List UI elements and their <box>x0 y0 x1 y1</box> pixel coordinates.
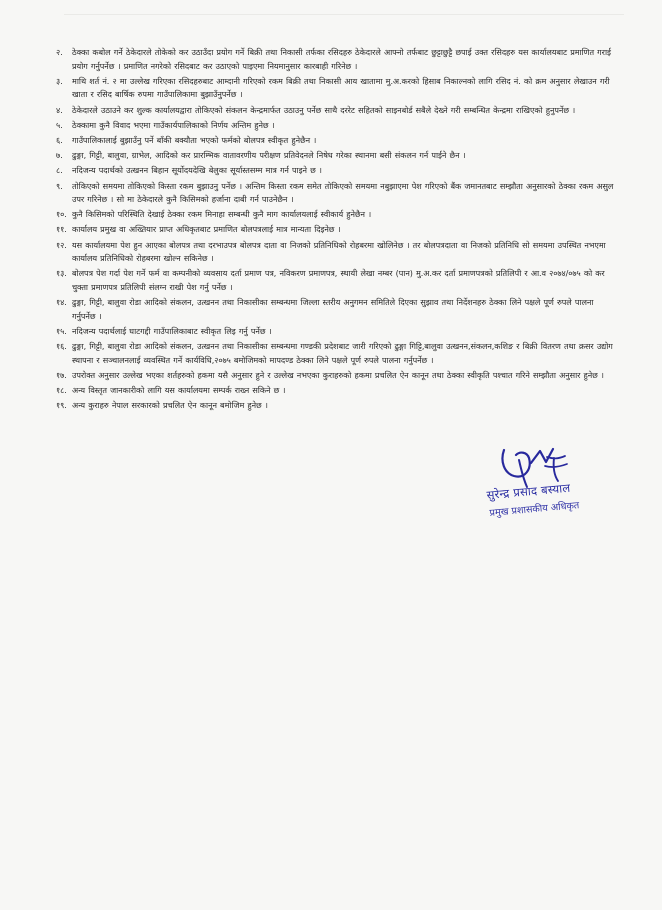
term-text: यस कार्यालयमा पेश हुन आएका बोलपत्र तथा दरभाउपत्र बोलपत्र दाता वा निजको प्रतिनिधिको रोहबरमा खोलिनेछ । तर बोलपत्रदाता वा निजको प्रतिनिधि सो समयमा उपस्थित नभएमा कार्यालय प्रतिनिधिको रोहबरमा खोल्न सकिनेछ । <box>72 239 606 264</box>
term-item <box>56 267 618 294</box>
term-text: अन्य विस्तृत जानकारीको लागि यस कार्यालयमा सम्पर्क राख्न सकिने छ । <box>72 385 286 396</box>
term-text: ढुङ्गा, गिट्टी, बालुवा रोडा आदिको संकलन, उत्खनन तथा निकासीका सम्बन्धमा जिल्ला स्तरीय अनुगमन समितिले दिएका सुझाव तथा निर्देशनहरु ठेक्का लिने पक्षले पूर्ण रुपले पालना गर्नुपर्नेछ । <box>72 297 594 321</box>
term-number: ६. <box>56 134 63 145</box>
term-text: ठेक्कामा कुनै विवाद भएमा गाउँकार्यपालिकाको निर्णय अन्तिम हुनेछ । <box>72 119 275 130</box>
term-number: १४. <box>56 297 67 308</box>
term-number: १५. <box>56 326 67 336</box>
term-item <box>56 399 618 413</box>
term-item <box>56 384 618 398</box>
term-item <box>56 239 618 266</box>
term-number: ४. <box>56 104 63 115</box>
term-item <box>56 208 618 222</box>
term-number: १७. <box>56 369 67 380</box>
term-text: तोकिएको समयमा तोकिएको किस्ता रकम बुझाउनु पर्नेछ । अन्तिम किस्ता रकम समेत तोकिएको समयमा नबुझाएमा पेश गरिएको बैंक जमानतबाट सम्झौता अनुसारको ठेक्का रकम असुल उपर गरिनेछ । सो मा ठेकेदारले कुनै किसिमको हर्जाना दाबी गर्न पाउनेछैन । <box>72 180 614 205</box>
term-number: १३. <box>56 268 67 279</box>
term-text: उपरोक्त अनुसार उल्लेख भएका शर्तहरुको हकमा यसै अनुसार हुने र उल्लेख नभएका कुराहरुको हकमा प्रचलित ऐन कानून तथा ठेक्का स्वीकृति पश्चात गरिने सम्झौता अनुसार हुनेछ । <box>72 369 604 380</box>
term-text: ढुङ्गा, गिट्टी, बालुवा, ग्राभेल, आदिको कर प्रारम्भिक वातावरणीय परीक्षण प्रतिवेदनले निषेध गरेका स्थानमा बसी संकलन गर्न पाईने छैन । <box>72 150 466 161</box>
term-number: ३. <box>56 75 63 86</box>
term-item <box>56 149 618 163</box>
term-text: कार्यालय प्रमुख वा अख्तियार प्राप्त अधिकृतबाट प्रमाणित बोलपत्रलाई मात्र मान्यता दिइनेछ । <box>72 224 341 235</box>
term-text: नदिजन्य पदार्थलाई घाटगद्दी गाउँपालिकाबाट स्वीकृत लिइ गर्नु पर्नेछ । <box>72 326 272 336</box>
term-text: ठेकेदारले उठाउने कर शुल्क कार्यालयद्वारा तोकिएको संकलन केन्द्रमार्फत उठाउनु पर्नेछ साथै दररेट सहितको साइनबोर्ड सबैले देख्ने गरी सम्बन्धित केन्द्रमा राखिएको हुनुपर्नेछ । <box>72 104 576 115</box>
term-text: अन्य कुराहरु नेपाल सरकारको प्रचलित ऐन कानून बमोजिम हुनेछ । <box>72 400 268 411</box>
term-number: १८. <box>56 385 67 396</box>
term-item <box>56 75 618 102</box>
term-item <box>56 340 618 367</box>
term-item <box>56 104 618 118</box>
term-number: १६. <box>56 341 67 352</box>
term-number: १९. <box>56 400 67 411</box>
term-number: १०. <box>56 209 67 220</box>
term-number: ७. <box>56 150 63 161</box>
term-text: माथि शर्त नं. २ मा उल्लेख गरिएका रसिदहरुबाट आम्दानी गरिएको रकम बिक्री तथा निकासी आय खातामा मु.अ.करको हिसाब निकाल्नको लागि रसिद नं. को क्रम अनुसार लेखाउन गरी खाता र रसिद बार्षिक रुपमा गाउँपालिकामा बुझाउँनुपर्नेछ । <box>72 75 610 100</box>
term-number: १२. <box>56 239 67 250</box>
term-item <box>56 369 618 383</box>
page-edge <box>64 6 624 15</box>
term-item <box>56 180 618 207</box>
term-number: ११. <box>56 224 67 235</box>
term-text: ठेक्का कबोल गर्ने ठेकेदारले तोकेको कर उठाउँदा प्रयोग गर्ने बिक्री तथा निकासी तर्फका रसिदहरु ठेकेदारले आफ्नो तर्फबाट छुट्टाछुट्टै छपाई उक्त रसिदहरु यस कार्यालयबाट प्रमाणित गराई प्रयोग गर्नुपर्नेछ । प्रमाणित नगरेको रसिदबाट कर उठाएको पाइएमा नियमानुसार कारबाही गरिनेछ । <box>72 47 611 71</box>
term-number: ९. <box>56 180 63 191</box>
term-item <box>56 164 618 178</box>
term-number: २. <box>56 47 63 57</box>
term-item <box>56 296 618 323</box>
term-number: ५. <box>56 119 63 130</box>
term-item <box>56 325 618 339</box>
signatory-title: प्रमुख प्रशासकीय अधिकृत <box>489 500 580 519</box>
term-item <box>56 46 618 73</box>
signatory-name: सुरेन्द्र प्रसाद बस्याल <box>486 480 571 502</box>
term-text: नदिजन्य पदार्थको उत्खनन बिहान सूर्योदयदेखि बेलुका सूर्यास्तसम्म मात्र गर्न पाइने छ । <box>72 165 322 176</box>
term-text: कुनै किसिमको परिस्थिति देखाई ठेक्का रकम मिनाहा सम्बन्धी कुनै माग कार्यालयलाई स्वीकार्य हुनेछैन । <box>72 209 372 220</box>
term-item <box>56 134 618 148</box>
term-text: बोलपत्र पेश गर्दा पेश गर्ने फर्म वा कम्पनीको व्यवसाय दर्ता प्रमाण पत्र, नविकरण प्रमाणपत्र, स्थायी लेखा नम्बर (पान) मु.अ.कर दर्ता प्रमाणपत्रको प्रतिलिपी र आ.व २०७४/०७५ को कर चुक्ता प्रमाणपत्र प्रतिलिपी संलग्न राखी पेश गर्नु पर्नेछ । <box>72 268 605 293</box>
term-text: ढुङ्गा, गिट्टी, बालुवा रोडा आदिको संकलन, उत्खनन तथा निकासीका सम्बन्धमा गण्डकी प्रदेशबाट जारी गरिएको ढुङ्गा गिट्टि,बालुवा उत्खनन,संकलन,कशिङ र बिक्री वितरण तथा क्रसर उद्योग स्थापना र सञ्चालनलाई व्यवस्थित गर्ने कार्यविधि,२०७५ बमोजिमको मापदण्ड ठेक्का लिने पक्षले पूर्ण रुपले पालना गर्नुपर्नेछ । <box>72 341 613 365</box>
term-item <box>56 119 618 133</box>
term-text: गाउँपालिकालाई बुझाउँनु पर्ने बाँकी बक्यौता भएको फर्मको बोलपत्र स्वीकृत हुनेछैन । <box>72 134 317 145</box>
term-item <box>56 223 618 237</box>
terms-list <box>56 46 618 415</box>
term-number: ८. <box>56 165 63 176</box>
signature-block <box>446 444 611 532</box>
